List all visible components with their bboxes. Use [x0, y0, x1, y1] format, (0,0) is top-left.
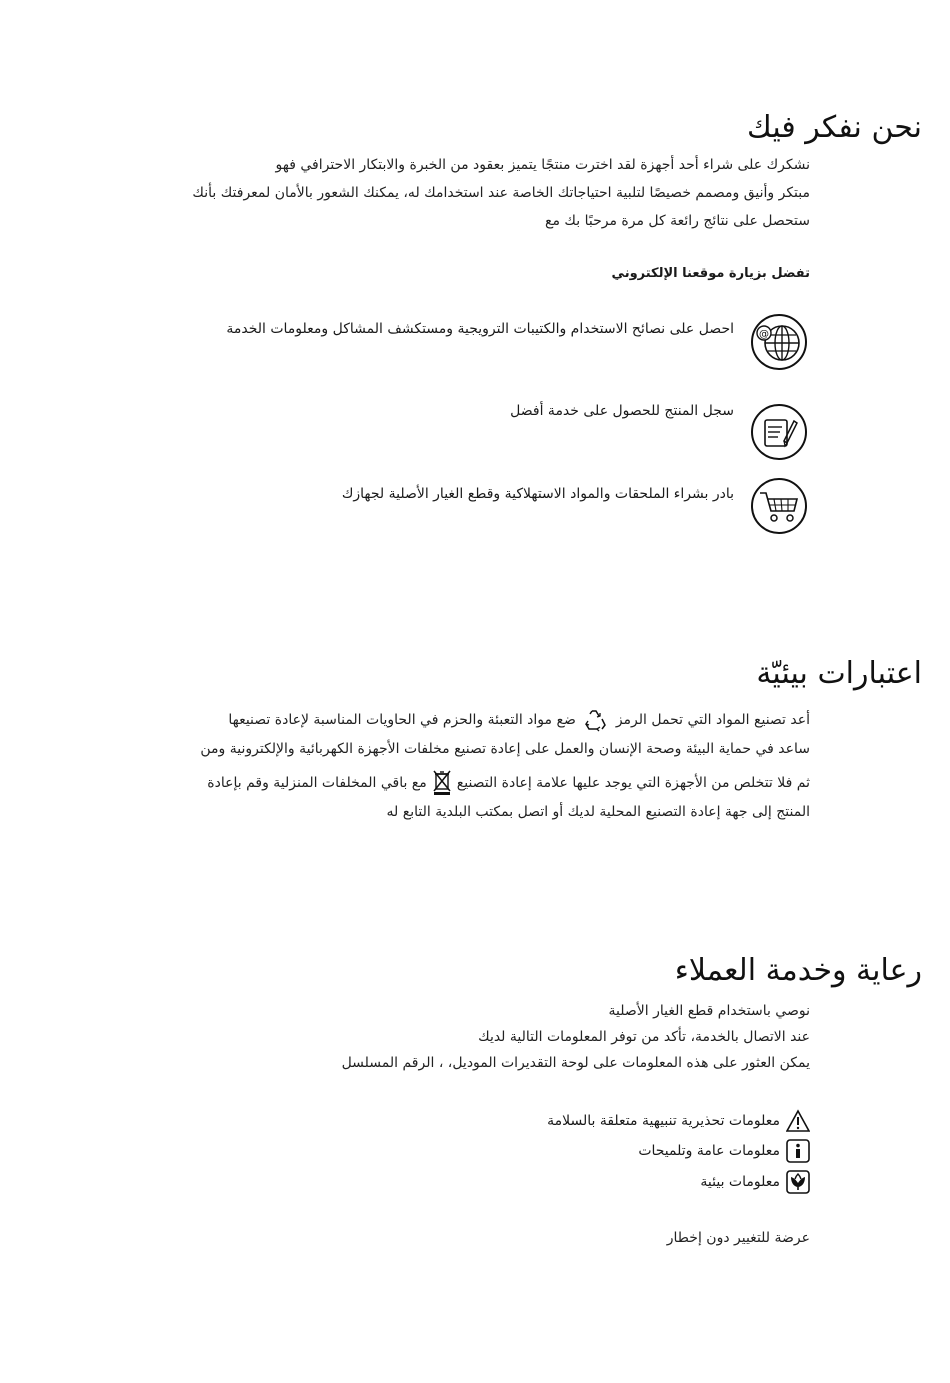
legend-environment-row — [700, 1169, 810, 1195]
legend-warning-text: معلومات تحذيرية تنبيهية متعلقة بالسلامة — [547, 1113, 780, 1129]
legend-info-row — [638, 1138, 810, 1164]
recycle-line-start: أعد تصنيع المواد التي تحمل الرمز — [615, 712, 810, 728]
section-title-customer-care: رعاية وخدمة العملاء — [674, 953, 922, 988]
info-icon — [786, 1139, 810, 1163]
subject-to-change-note: عرضة للتغيير دون إخطار — [666, 1230, 810, 1246]
buy-accessories-text: بادر بشراء الملحقات والمواد الاستهلاكية وقطع الغيار الأصلية لجهازك — [341, 486, 734, 502]
website-tips-text: احصل على نصائح الاستخدام والكتيبات الترويجية ومستكشف المشاكل ومعلومات الخدمة — [226, 321, 734, 337]
intro-paragraph-line: مبتكر وأنيق ومصمم خصيصًا لتلبية احتياجاتك الخاصة عند استخدامك له، يمكنك الشعور بالأمان لمعرفتك بأنك — [192, 185, 810, 201]
warning-triangle-icon — [786, 1109, 810, 1133]
recycle-instructions-line — [207, 770, 810, 796]
legend-info-text: معلومات عامة وتلميحات — [638, 1143, 780, 1159]
intro-paragraph-line: ستحصل على نتائج رائعة كل مرة مرحبًا بك مع — [545, 213, 810, 229]
section-title-environmental-considerations: اعتبارات بيئيّة — [756, 656, 922, 691]
shopping-cart-icon — [750, 477, 808, 535]
legend-warning-row — [547, 1108, 810, 1134]
intro-paragraph-line: نشكرك على شراء أحد أجهزة لقد اخترت منتجًا يتميز بعقود من الخبرة والابتكار الاحترافي فهو — [275, 157, 810, 173]
legend-environment-text: معلومات بيئية — [700, 1174, 780, 1190]
recycle-instructions-line: ساعد في حماية البيئة وصحة الإنسان والعمل على إعادة تصنيع مخلفات الأجهزة الكهربائية والإلكترونية ومن — [200, 741, 810, 757]
environment-leaf-icon — [786, 1170, 810, 1194]
recycle-line-end: مع باقي المخلفات المنزلية وقم بإعادة — [207, 775, 427, 791]
service-info-line: يمكن العثور على هذه المعلومات على لوحة التقديرات الموديل، ، الرقم المسلسل — [341, 1055, 810, 1071]
svg-text:@: @ — [759, 329, 769, 340]
section-title-we-think-of-you: نحن نفكر فيك — [747, 110, 922, 145]
crossed-bin-icon — [433, 770, 451, 796]
service-info-line: نوصي باستخدام قطع الغيار الأصلية — [608, 1003, 810, 1019]
register-product-text: سجل المنتج للحصول على خدمة أفضل — [510, 403, 734, 419]
recycle-line-start: ثم فلا تتخلص من الأجهزة التي يوجد عليها علامة إعادة التصنيع — [456, 775, 810, 791]
visit-website-subheading: تفضل بزيارة موقعنا الإلكتروني — [611, 266, 810, 281]
recycle-icon — [582, 708, 610, 732]
globe-at-icon — [750, 313, 808, 371]
recycle-instructions-line — [228, 708, 810, 732]
recycle-line-end: ضع مواد التعبئة والحزم في الحاويات المناسبة لإعادة تصنيعها — [228, 712, 576, 728]
recycle-instructions-line: المنتج إلى جهة إعادة التصنيع المحلية لديك أو اتصل بمكتب البلدية التابع له — [386, 804, 810, 820]
register-notepad-icon — [750, 403, 808, 461]
service-info-line: عند الاتصال بالخدمة، تأكد من توفر المعلومات التالية لديك — [478, 1029, 810, 1045]
